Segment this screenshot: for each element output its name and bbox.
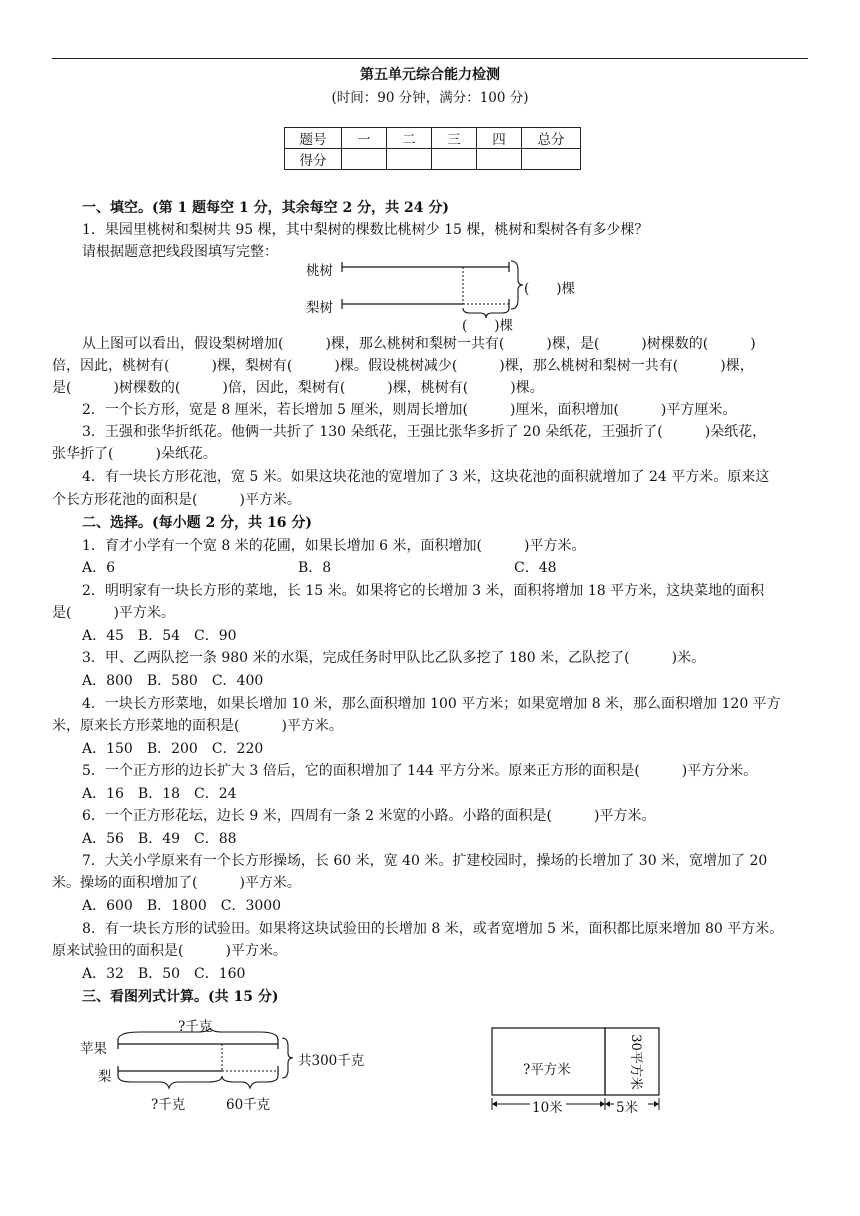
question-text: 4．有一块长方形花池，宽 5 米。如果这块花池的宽增加了 3 米，这块花池的面积就增加了 24 平方米。原来这	[82, 469, 770, 485]
bottom-right-brace	[222, 1076, 278, 1088]
line-segment-diagram	[300, 258, 600, 336]
question-text: 6．一个正方形花坛，边长 9 米，四周有一条 2 米宽的小路。小路的面积是( )平方米。	[82, 808, 656, 824]
question-text: 3．王强和张华折纸花。他俩一共折了 130 朵纸花，王强比张华多折了 20 朵纸花，王强折了( )朵纸花，	[82, 424, 767, 440]
right-brace	[511, 261, 523, 309]
score-cell: 四	[477, 128, 522, 149]
section-1-title: 一、填空。(第 1 题每空 1 分，其余每空 2 分，共 24 分)	[82, 200, 449, 216]
score-cell: 二	[387, 128, 432, 149]
total-weight-label: 共300千克	[298, 1053, 365, 1069]
answer-option: A．6	[82, 560, 116, 576]
answer-options: A．16 B．18 C．24	[82, 786, 237, 802]
score-cell: 三	[432, 128, 477, 149]
peach-label: 桃树	[306, 263, 333, 279]
apple-weight-label: ?千克	[178, 1019, 213, 1035]
answer-options: A．800 B．580 C．400	[82, 673, 264, 689]
question-text: 倍，因此，桃树有( )棵，梨树有( )棵。假设桃树减少( )棵，那么桃树和梨树一共有( )棵，	[52, 358, 754, 374]
question-text: 张华折了( )朵纸花。	[52, 446, 217, 462]
answer-options: A．45 B．54 C．90	[82, 628, 237, 644]
score-input-cell[interactable]	[432, 149, 477, 170]
question-text: 1．育才小学有一个宽 8 米的花圃，如果长增加 6 米，面积增加( )平方米。	[82, 538, 586, 554]
score-input-cell[interactable]	[342, 149, 387, 170]
pear-weight-label: ?千克	[151, 1097, 186, 1113]
difference-weight-label: 60千克	[226, 1097, 271, 1113]
score-input-cell[interactable]	[387, 149, 432, 170]
answer-option: B．8	[298, 560, 332, 576]
total-blank-label: ( )棵	[524, 281, 576, 297]
difference-blank-label: ( )棵	[462, 318, 514, 334]
answer-option: C．48	[514, 560, 557, 576]
question-text: 8．有一块长方形的试验田。如果将这块试验田的长增加 8 米，或者宽增加 5 米，面积都比原来增加 80 平方米。	[82, 921, 784, 937]
score-cell: 一	[342, 128, 387, 149]
answer-options: A．56 B．49 C．88	[82, 831, 237, 847]
unknown-area-label: ?平方米	[523, 1062, 571, 1078]
question-text: 请根据题意把线段图填写完整：	[82, 244, 278, 260]
total-brace	[282, 1038, 293, 1078]
score-cell: 总分	[522, 128, 581, 149]
score-table-score-row	[285, 149, 581, 170]
answer-options: A．600 B．1800 C．3000	[82, 898, 282, 914]
question-text: 是( )平方米。	[52, 605, 175, 621]
answer-options: A．150 B．200 C．220	[82, 741, 264, 757]
question-text: 是( )树棵数的( )倍，因此，梨树有( )棵，桃树有( )棵。	[52, 380, 544, 396]
question-text: 2．一个长方形，宽是 8 厘米，若长增加 5 厘米，则周长增加( )厘米，面积增加( )平方厘米。	[82, 402, 737, 418]
page-title: 第五单元综合能力检测	[360, 67, 500, 83]
question-text: 1．果园里桃树和梨树共 95 棵，其中梨树的棵数比桃树少 15 棵，桃树和梨树各有多少棵？	[82, 222, 649, 238]
score-cell: 得分	[285, 149, 342, 170]
question-text: 从上图可以看出，假设梨树增加( )棵，那么桃树和梨树一共有( )棵，是( )树棵数的( )	[82, 336, 756, 352]
page-subtitle: (时间：90 分钟，满分：100 分)	[331, 90, 529, 106]
score-table	[284, 127, 581, 170]
score-input-cell[interactable]	[522, 149, 581, 170]
score-input-cell[interactable]	[477, 149, 522, 170]
question-text: 米，原来长方形菜地的面积是( )平方米。	[52, 718, 343, 734]
section-2-title: 二、选择。(每小题 2 分，共 16 分)	[82, 515, 312, 531]
score-cell: 题号	[285, 128, 342, 149]
known-area-label: 30平方米	[628, 1034, 643, 1090]
answer-options: A．32 B．50 C．160	[82, 966, 246, 982]
header-rule	[52, 58, 808, 59]
apple-label: 苹果	[80, 1041, 107, 1057]
question-text: 2．明明家有一块长方形的菜地，长 15 米。如果将它的长增加 3 米，面积将增加 18 平方米，这块菜地的面积	[82, 583, 765, 599]
question-text: 原来试验田的面积是( )平方米。	[52, 943, 287, 959]
question-text: 3．甲、乙两队挖一条 980 米的水渠，完成任务时甲队比乙队多挖了 180 米，乙队挖了( )米。	[82, 650, 706, 666]
question-text: 5．一个正方形的边长扩大 3 倍后，它的面积增加了 144 平方分米。原来正方形的面积是( )平方分米。	[82, 763, 758, 779]
width-left-label: 10米	[532, 1100, 563, 1116]
fruit-segment-diagram	[112, 1028, 302, 1100]
bottom-left-brace	[118, 1076, 222, 1088]
question-text: 个长方形花池的面积是( )平方米。	[52, 492, 301, 508]
width-right-label: 5米	[616, 1100, 639, 1116]
question-text: 4．一块长方形菜地，如果长增加 10 米，那么面积增加 100 平方米；如果宽增加 8 米，那么面积增加 120 平方	[82, 696, 781, 712]
area-diagram	[486, 1024, 668, 1114]
question-text: 米。操场的面积增加了( )平方米。	[52, 875, 301, 891]
section-3-title: 三、看图列式计算。(共 15 分)	[82, 989, 279, 1005]
score-table-header-row	[285, 128, 581, 149]
question-text: 7．大关小学原来有一个长方形操场，长 60 米，宽 40 米。扩建校园时，操场的长增加了 30 米，宽增加了 20	[82, 853, 768, 869]
pear-label: 梨	[98, 1069, 112, 1085]
pear-label: 梨树	[306, 300, 333, 316]
